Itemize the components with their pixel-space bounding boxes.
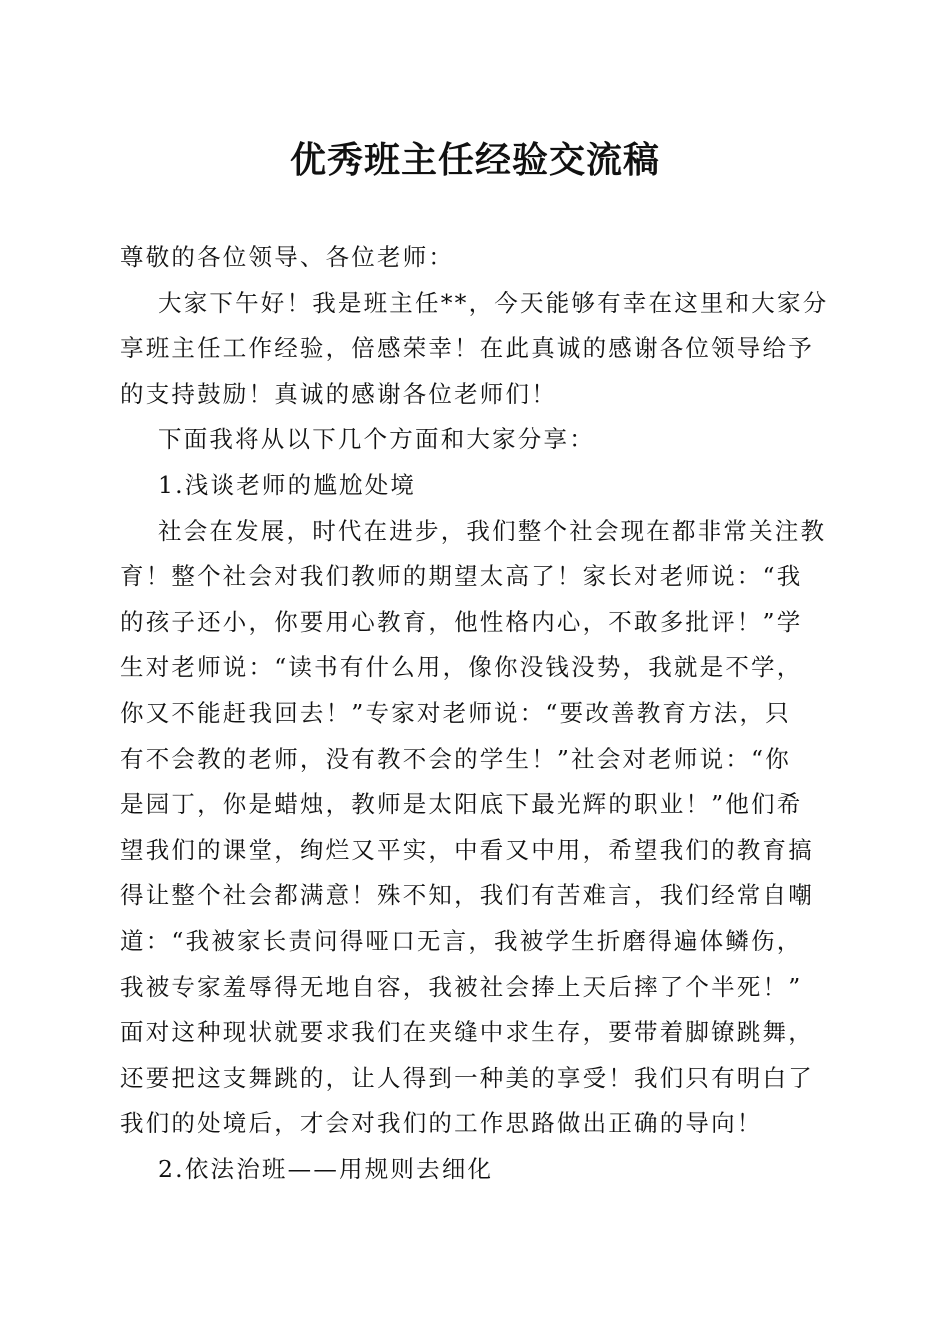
paragraph-greeting — [120, 281, 828, 418]
paragraph-line: 得让整个社会都满意！殊不知，我们有苦难言，我们经常自嘲 — [120, 881, 814, 910]
paragraph-line: 的支持鼓励！真诚的感谢各位老师们！ — [120, 379, 557, 408]
paragraph-line: 我被专家羞辱得无地自容，我被社会捧上天后摔了个半死！” — [120, 972, 803, 1001]
section-heading-2 — [120, 1147, 828, 1193]
paragraph-line: 生对老师说：“读书有什么用，像你没钱没势，我就是不学， — [120, 653, 803, 682]
document-body — [120, 235, 828, 1192]
section-heading-line: 2.依法治班——用规则去细化 — [158, 1154, 494, 1183]
paragraph-line: 是园丁，你是蜡烛，教师是太阳底下最光辉的职业！”他们希 — [120, 790, 803, 819]
paragraph-line: 我们的处境后，才会对我们的工作思路做出正确的导向！ — [120, 1109, 763, 1138]
paragraph-line: 还要把这支舞跳的，让人得到一种美的享受！我们只有明白了 — [120, 1063, 814, 1092]
paragraph-line: 下面我将从以下几个方面和大家分享： — [158, 425, 595, 454]
paragraph-line: 你又不能赶我回去！”专家对老师说：“要改善教育方法，只 — [120, 698, 791, 727]
salutation-line: 尊敬的各位领导、各位老师： — [120, 243, 455, 271]
paragraph-situation — [120, 509, 828, 1147]
paragraph-line: 享班主任工作经验，倍感荣幸！在此真诚的感谢各位领导给予 — [120, 334, 814, 363]
paragraph-line: 的孩子还小，你要用心教育，他性格内心，不敢多批评！”学 — [120, 607, 803, 636]
paragraph-line: 有不会教的老师，没有教不会的学生！”社会对老师说：“你 — [120, 744, 791, 773]
paragraph-line: 道：“我被家长责问得哑口无言，我被学生折磨得遍体鳞伤， — [120, 926, 803, 955]
paragraph-line: 望我们的课堂，绚烂又平实，中看又中用，希望我们的教育搞 — [120, 835, 814, 864]
salutation — [120, 235, 828, 281]
paragraph-outline-intro — [120, 417, 828, 463]
paragraph-line: 大家下午好！我是班主任**，今天能够有幸在这里和大家分 — [158, 288, 829, 317]
paragraph-line: 社会在发展，时代在进步，我们整个社会现在都非常关注教 — [158, 516, 827, 545]
paragraph-line: 育！整个社会对我们教师的期望太高了！家长对老师说：“我 — [120, 562, 803, 591]
section-heading-1 — [120, 463, 828, 509]
document-title: 优秀班主任经验交流稿 — [289, 139, 660, 181]
section-heading-line: 1.浅谈老师的尴尬处境 — [158, 470, 417, 499]
paragraph-line: 面对这种现状就要求我们在夹缝中求生存，要带着脚镣跳舞， — [120, 1018, 814, 1047]
